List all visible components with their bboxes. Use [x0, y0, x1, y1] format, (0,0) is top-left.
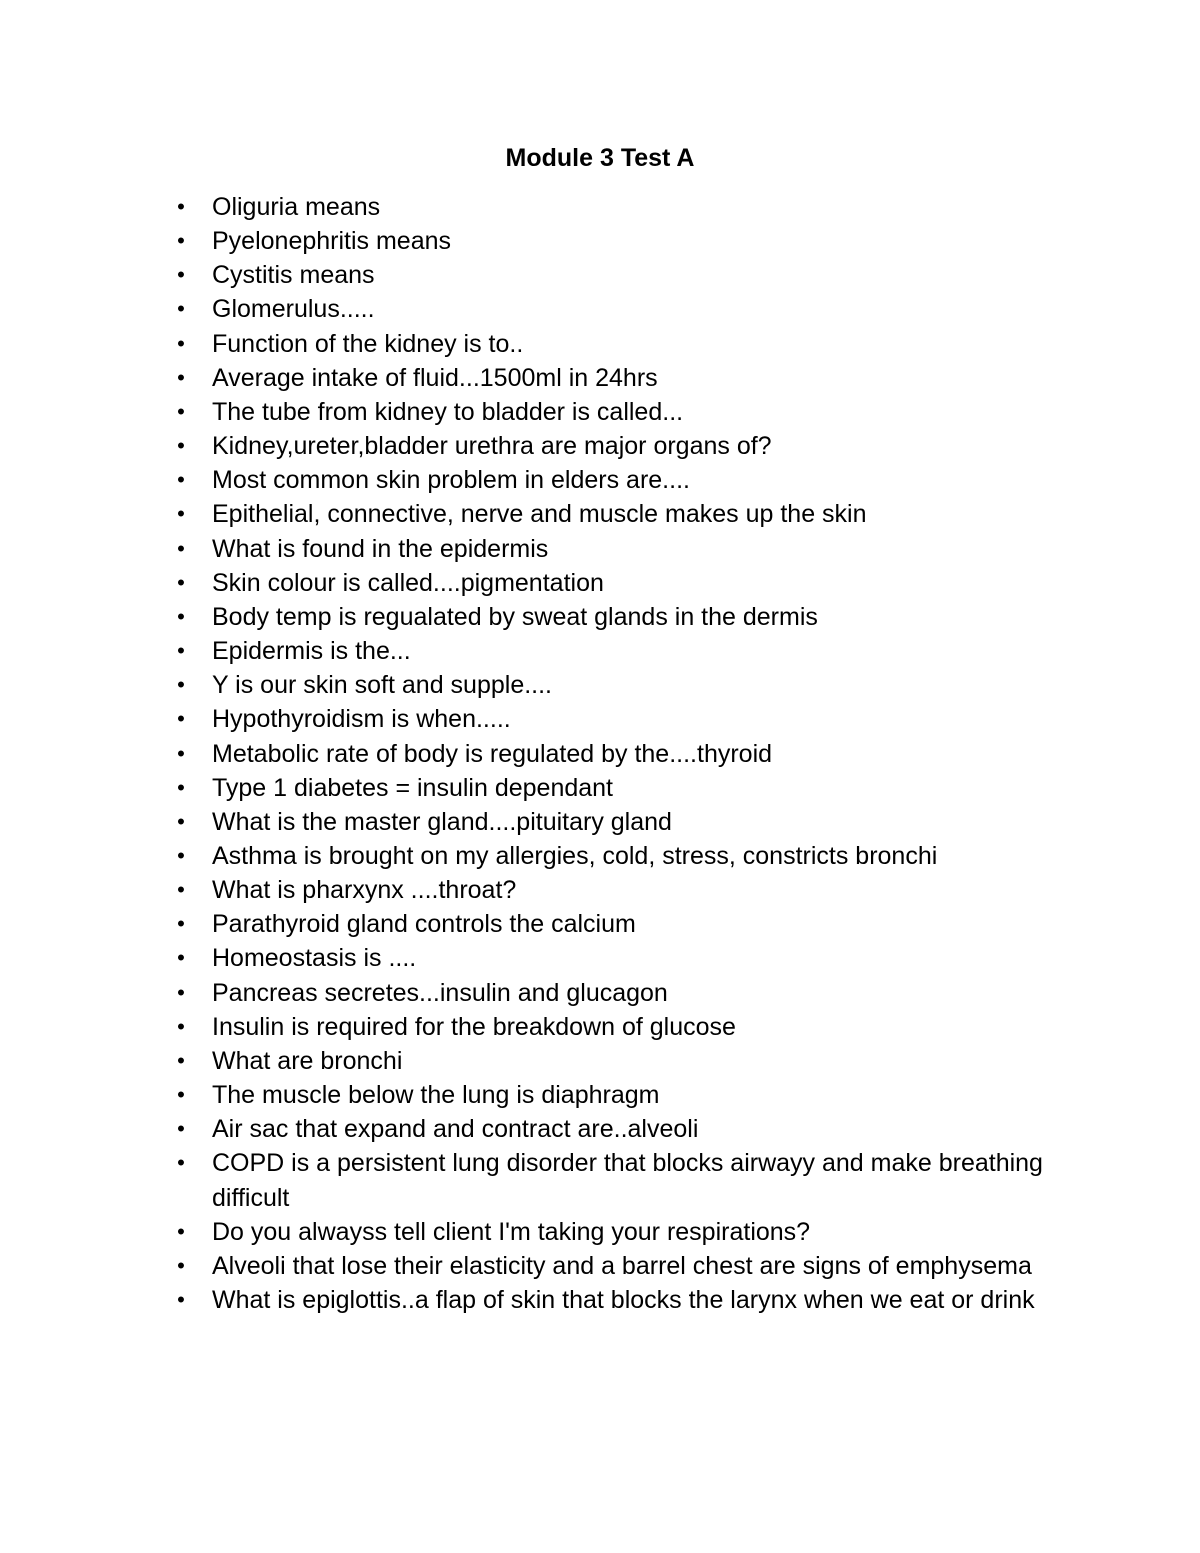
list-item: [177, 429, 1072, 463]
bullet-icon: •: [177, 194, 185, 219]
list-item: [177, 600, 1072, 634]
list-item-text: What is the master gland....pituitary gland: [212, 807, 672, 836]
list-item-text: What is pharxynx ....throat?: [212, 876, 517, 905]
list-item: [177, 1146, 1072, 1214]
list-item-text: Kidney,ureter,bladder urethra are major organs of?: [212, 432, 772, 461]
list-item: [177, 1283, 1072, 1317]
list-item: [177, 532, 1072, 566]
bullet-icon: •: [177, 467, 185, 493]
bullet-icon: •: [177, 1047, 185, 1073]
list-item: [177, 941, 1072, 975]
list-item: [177, 1215, 1072, 1249]
list-item-text: Asthma is brought on my allergies, cold, stress, constricts bronchi: [212, 841, 938, 870]
list-item-text: Skin colour is called....pigmentation: [212, 568, 604, 597]
list-item-text: Pyelonephritis means: [212, 227, 452, 256]
bullet-icon: •: [177, 877, 185, 903]
list-item-text: Function of the kidney is to..: [212, 329, 524, 358]
list-item-text: Average intake of fluid...1500ml in 24hrs: [212, 363, 658, 392]
bullet-icon: •: [177, 774, 185, 800]
list-item: [177, 292, 1072, 326]
list-item: [177, 1112, 1072, 1146]
bullet-icon: •: [177, 672, 185, 698]
list-item-text: Insulin is required for the breakdown of glucose: [212, 1012, 736, 1041]
list-item-text: Metabolic rate of body is regulated by the....thyroid: [212, 739, 773, 768]
list-item-text: What is found in the epidermis: [212, 534, 549, 563]
bullet-icon: •: [177, 1013, 185, 1039]
list-item: [177, 190, 1072, 224]
page-title: Module 3 Test A: [505, 144, 695, 172]
list-item: [177, 702, 1072, 736]
list-item-text: Alveoli that lose their elasticity and a barrel chest are signs of emphysema: [212, 1251, 1032, 1280]
list-item: [177, 224, 1072, 258]
list-item-text: Do you alwayss tell client I'm taking your respirations?: [212, 1217, 811, 1246]
list-item-text: What is epiglottis..a flap of skin that blocks the larynx when we eat or drink: [212, 1286, 1035, 1314]
bullet-icon: •: [177, 433, 185, 459]
bullet-icon: •: [177, 398, 185, 424]
list-item-text: What are bronchi: [212, 1046, 403, 1075]
bullet-icon: •: [177, 979, 185, 1005]
list-item: [177, 976, 1072, 1010]
list-item: [177, 566, 1072, 600]
bullet-icon: •: [177, 842, 185, 868]
bullet-icon: •: [177, 296, 185, 322]
list-item: [177, 771, 1072, 805]
list-item-text: Most common skin problem in elders are....: [212, 466, 690, 495]
bullet-icon: •: [177, 262, 185, 288]
list-item: [177, 497, 1072, 531]
list-item-text: Y is our skin soft and supple....: [212, 671, 553, 700]
bullet-icon: •: [177, 330, 185, 356]
bullet-icon: •: [177, 808, 185, 834]
list-item-text: COPD is a persistent lung disorder that blocks airwayy and make breathing difficult: [212, 1149, 1043, 1212]
bullet-icon: •: [177, 501, 185, 527]
bullet-icon: •: [177, 1150, 185, 1176]
list-item-text: Epidermis is the...: [212, 637, 411, 666]
bullet-icon: •: [177, 569, 185, 595]
list-item: [177, 361, 1072, 395]
bullet-icon: •: [177, 638, 185, 664]
bullet-icon: •: [177, 1287, 185, 1312]
bullet-icon: •: [177, 364, 185, 390]
list-item: [177, 327, 1072, 361]
list-item-text: Oliguria means: [212, 193, 381, 221]
question-list: [177, 190, 1072, 1317]
bullet-icon: •: [177, 740, 185, 766]
list-item: [177, 1249, 1072, 1283]
bullet-icon: •: [177, 1082, 185, 1108]
bullet-icon: •: [177, 535, 185, 561]
list-item-text: Cystitis means: [212, 261, 375, 290]
bullet-icon: •: [177, 706, 185, 732]
list-item: [177, 395, 1072, 429]
bullet-icon: •: [177, 945, 185, 971]
list-item: [177, 839, 1072, 873]
bullet-icon: •: [177, 1218, 185, 1244]
bullet-icon: •: [177, 603, 185, 629]
list-item: [177, 634, 1072, 668]
list-item: [177, 737, 1072, 771]
list-item: [177, 668, 1072, 702]
list-item-text: The tube from kidney to bladder is called...: [212, 397, 684, 426]
bullet-icon: •: [177, 1252, 185, 1278]
list-item-text: Air sac that expand and contract are..alveoli: [212, 1115, 699, 1144]
list-item-text: Body temp is regualated by sweat glands in the dermis: [212, 602, 818, 631]
list-item-text: Type 1 diabetes = insulin dependant: [212, 773, 614, 802]
bullet-icon: •: [177, 228, 185, 254]
list-item: [177, 873, 1072, 907]
list-item-text: Hypothyroidism is when.....: [212, 705, 511, 734]
bullet-icon: •: [177, 1116, 185, 1142]
list-item-text: The muscle below the lung is diaphragm: [212, 1081, 660, 1110]
list-item: [177, 1044, 1072, 1078]
list-item-text: Homeostasis is ....: [212, 944, 417, 973]
list-item: [177, 907, 1072, 941]
list-item-text: Pancreas secretes...insulin and glucagon: [212, 978, 668, 1007]
list-item-text: Parathyroid gland controls the calcium: [212, 910, 636, 939]
list-item: [177, 463, 1072, 497]
list-item: [177, 805, 1072, 839]
bullet-icon: •: [177, 911, 185, 937]
list-item-text: Glomerulus.....: [212, 295, 375, 324]
list-item: [177, 1078, 1072, 1112]
list-item-text: Epithelial, connective, nerve and muscle makes up the skin: [212, 500, 867, 529]
list-item: [177, 258, 1072, 292]
list-item: [177, 1010, 1072, 1044]
